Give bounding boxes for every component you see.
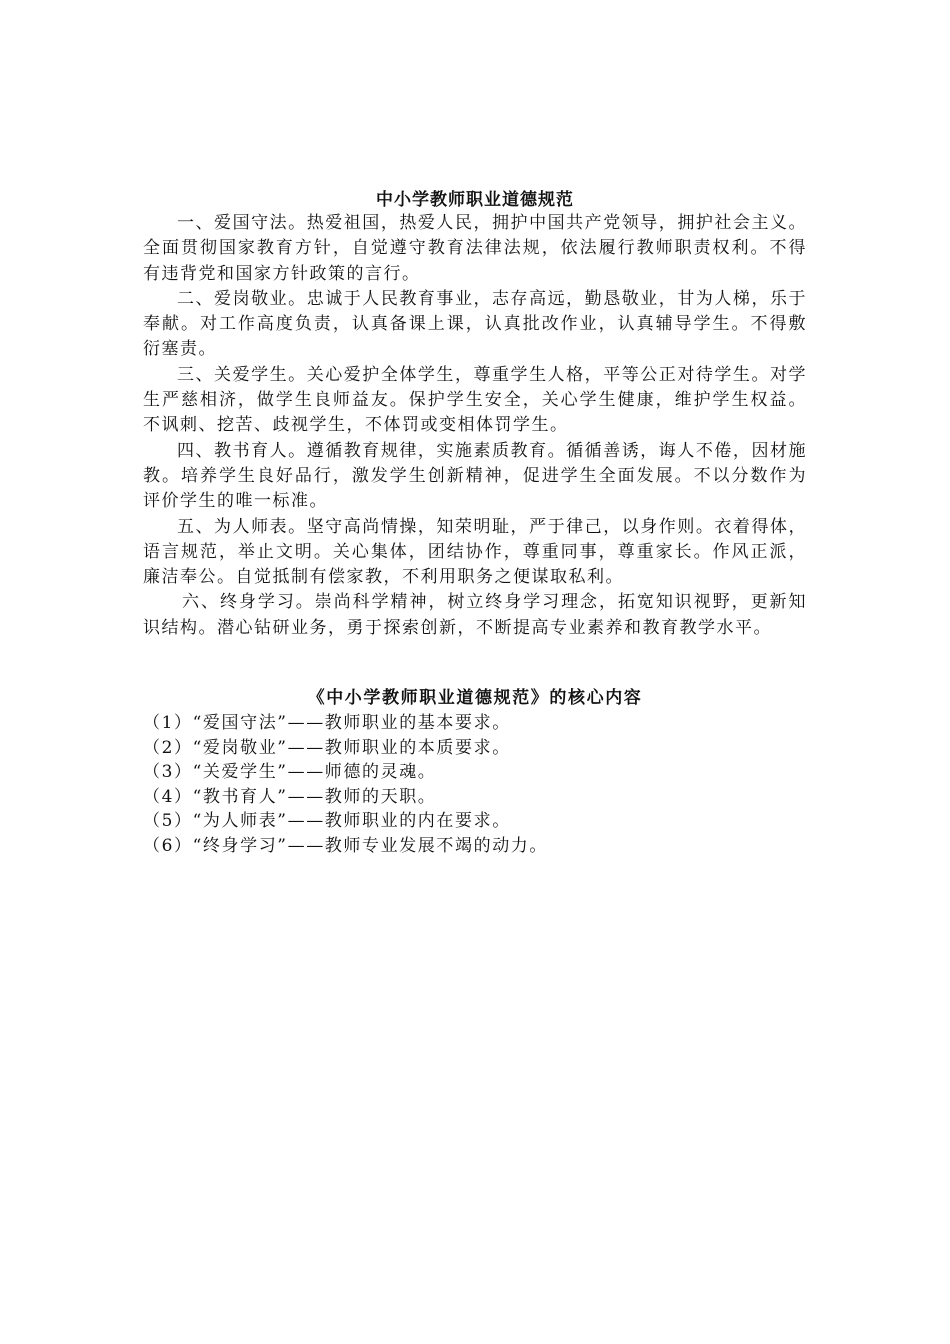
article-paragraph: 三、关爱学生。关心爱护全体学生，尊重学生人格，平等公正对待学生。对学生严慈相济，做学生良师益友。保护学生安全，关心学生健康，维护学生权益。不讽刺、挖苦、歧视学生，不体罚或变相体罚学生。: [143, 364, 807, 436]
article-paragraph: 四、教书育人。遵循教育规律，实施素质教育。循循善诱，诲人不倦，因材施教。培养学生良好品行，激发学生创新精神，促进学生全面发展。不以分数作为评价学生的唯一标准。: [143, 440, 807, 512]
summary-list: [143, 711, 807, 859]
summary-item: （4）“教书育人”——教师的天职。: [143, 786, 437, 807]
summary-item: （2）“爱岗敬业”——教师职业的本质要求。: [143, 737, 511, 758]
summary-item: （3）“关爱学生”——师德的灵魂。: [143, 762, 437, 783]
article-paragraph: 一、爱国守法。热爱祖国，热爱人民，拥护中国共产党领导，拥护社会主义。全面贯彻国家教育方针，自觉遵守教育法律法规，依法履行教师职责权利。不得有违背党和国家方针政策的言行。: [143, 213, 807, 284]
article-paragraph: 二、爱岗敬业。忠诚于人民教育事业，志存高远，勤恳敬业，甘为人梯，乐于奉献。对工作高度负责，认真备课上课，认真批改作业，认真辅导学生。不得敷衍塞责。: [143, 288, 807, 360]
summary-item: （6）“终身学习”——教师专业发展不竭的动力。: [143, 835, 548, 856]
article-paragraph: 五、为人师表。坚守高尚情操，知荣明耻，严于律己，以身作则。衣着得体，语言规范，举止文明。关心集体，团结协作，尊重同事，尊重家长。作风正派，廉洁奉公。自觉抵制有偿家教，不利用职务之便谋取私利。: [143, 516, 807, 588]
summary-item: （5）“为人师表”——教师职业的内在要求。: [143, 811, 511, 832]
article-paragraph: 六、终身学习。崇尚科学精神，树立终身学习理念，拓宽知识视野，更新知识结构。潜心钻研业务，勇于探索创新，不断提高专业素养和教育教学水平。: [143, 592, 807, 638]
articles-section: [143, 211, 807, 641]
summary-item: （1）“爱国守法”——教师职业的基本要求。: [143, 713, 511, 733]
summary-title: 《中小学教师职业道德规范》的核心内容: [307, 688, 643, 708]
document-title: 中小学教师职业道德规范: [376, 190, 574, 210]
